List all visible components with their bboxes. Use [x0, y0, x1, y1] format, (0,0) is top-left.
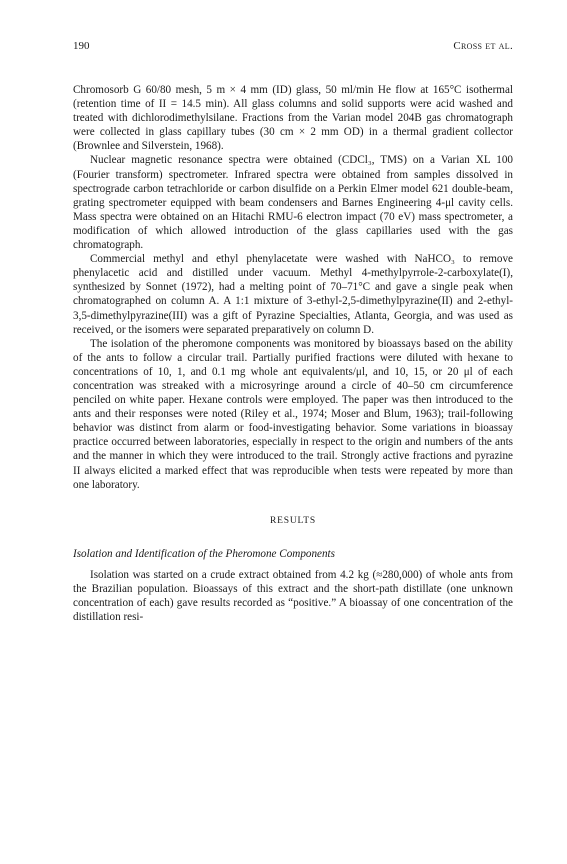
- running-head-authors: Cross et al.: [453, 40, 513, 52]
- paragraph-gc-conditions: Chromosorb G 60/80 mesh, 5 m × 4 mm (ID) glass, 50 ml/min He flow at 165°C isothermal (retention time of II = 14.5 min). All glass columns and solid supports were acid washed and treated with dichlorodimethylsilane. Fractions from the Varian model 204B gas chromatograph were collected in glass capillary tubes (30 cm × 2 mm OD) in a thermal gradient collector (Brownlee and Silverstein, 1968).: [73, 84, 513, 153]
- running-head: [73, 40, 513, 52]
- paragraph-chemicals: Commercial methyl and ethyl phenylacetate were washed with NaHCO₃ to remove phenylacetic acid and distilled under vacuum. Methyl 4-methylpyrrole-2-carboxylate(I), synthesized by Sonnet (1972), had a melting point of 70–71°C and gave a single peak when chromatographed on column A. A 1:1 mixture of 3-ethyl-2,5-dimethylpyrazine(II) and 2-ethyl-3,5-dimethylpyrazine(III) was a gift of Pyrazine Specialties, Atlanta, Georgia, and was used as received, or the isomers were separated preparatively on column D.: [73, 253, 513, 336]
- section-heading-results: RESULTS: [270, 515, 316, 526]
- page-number: 190: [73, 40, 90, 52]
- paragraph-isolation: Isolation was started on a crude extract obtained from 4.2 kg (≈280,000) of whole ants from the Brazilian population. Bioassays of this extract and the short-path distillate (one unknown concentration of each) gave results recorded as “positive.” A bioassay of one concentration of the distillation resi-: [73, 568, 513, 623]
- article-body: [73, 83, 513, 624]
- paragraph-bioassay: The isolation of the pheromone components was monitored by bioassays based on the ability of the ants to follow a circular trail. Partially purified fractions were diluted with hexane to concentrations of 10, 1, and 0.1 mg whole ant equivalents/μl, and 10, 15, or 20 μl of each concentration was streaked with a microsyringe around a circle of 40–50 cm circumference penciled on white paper. Hexane controls were employed. The paper was then introduced to the ants and their responses were noted (Riley et al., 1974; Moser and Blum, 1963); trail-following behavior was distinct from alarm or food-investigating behavior. Some variations in bioassay practice occurred between laboratories, especially in respect to the origin and numbers of the ants and the manner in which they were introduced to the trail. Strongly active fractions and pyrazine II always elicited a marked effect that was reproducible when tests were repeated by more than one laboratory.: [73, 337, 513, 491]
- paragraph-spectra: Nuclear magnetic resonance spectra were obtained (CDCl₃, TMS) on a Varian XL 100 (Fourier transform) spectrometer. Infrared spectra were obtained from samples dissolved in spectrograde carbon tetrachloride or carbon disulfide on a Perkin Elmer model 621 double-beam, grating spectrometer equipped with beam condensers and Barnes Engineering 4-μl cavity cells. Mass spectra were obtained on an Hitachi RMU-6 electron impact (70 eV) mass spectrometer, a modification of which allowed introduction of the glass capillaries used with the gas chromatograph.: [73, 154, 513, 252]
- journal-page: [73, 40, 513, 624]
- subsection-heading-isolation: Isolation and Identification of the Pheromone Components: [73, 547, 335, 560]
